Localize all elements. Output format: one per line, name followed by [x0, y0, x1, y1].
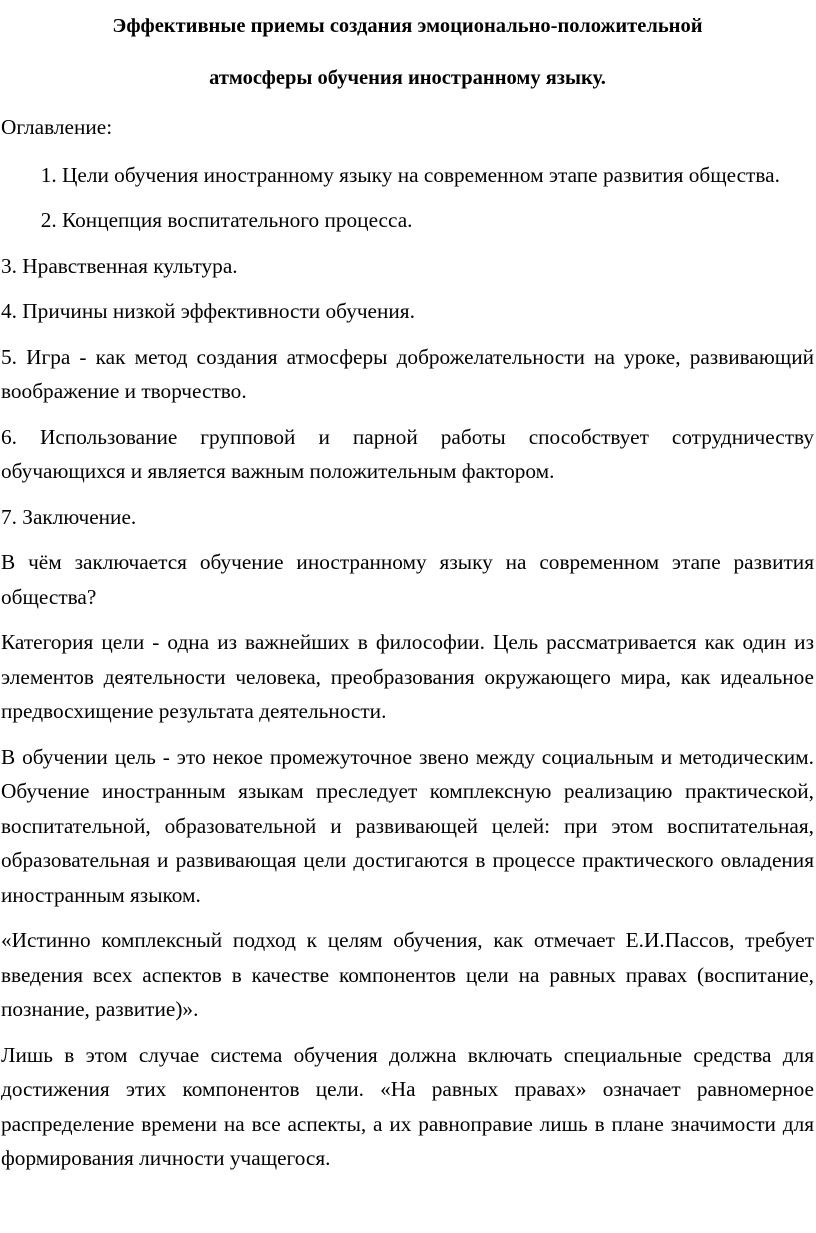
toc-item-2: 2. Концепция воспитательного процесса.: [62, 203, 814, 238]
title-line-2: атмосферы обучения иностранному языку.: [209, 67, 606, 89]
toc-item-5: 5. Игра - как метод создания атмосферы доброжелательности на уроке, развивающий воображение и творчество.: [1, 344, 814, 403]
toc-heading: Оглавление:: [1, 115, 113, 139]
toc-item-6: 6. Использование групповой и парной работы способствует сотрудничеству обучающихся и является важным положительным фактором.: [1, 424, 814, 483]
title-line-1: Эффективные приемы создания эмоционально-положительной: [112, 15, 703, 37]
toc-item-4: 4. Причины низкой эффективности обучения.: [1, 299, 415, 323]
toc-item-1: 1. Цели обучения иностранному языку на современном этапе развития общества.: [62, 158, 814, 193]
body-paragraph-3: «Истинно комплексный подход к целям обучения, как отмечает Е.И.Пассов, требует введения всех аспектов в качестве компонентов цели на равных правах (воспитание, познание, развитие)».: [1, 928, 814, 1021]
section-question: В чём заключается обучение иностранному языку на современном этапе развития общества?: [1, 550, 814, 609]
body-paragraph-1: Категория цели - одна из важнейших в философии. Цель рассматривается как один из элементов деятельности человека, преобразования окружающего мира, как идеальное предвосхищение результата деятельности.: [1, 630, 814, 723]
toc-item-7: 7. Заключение.: [1, 504, 137, 529]
body-paragraph-2: В обучении цель - это некое промежуточное звено между социальным и методическим. Обучение иностранным языкам преследует комплексную реализацию практической, воспитательной, образовательной и развивающей целей: при этом воспитательная, образовательная и развивающая цели достигаются в процессе практического овладения иностранным языком.: [1, 744, 814, 907]
document-title: [1, 0, 814, 104]
toc-numbered-list: [1, 158, 814, 238]
body-paragraph-4: Лишь в этом случае система обучения должна включать специальные средства для достижения этих компонентов цели. «На равных правах» означает равномерное распределение времени на все аспекты, а их равноправие лишь в плане значимости для формирования личности учащегося.: [1, 1042, 814, 1170]
toc-item-3: 3. Нравственная культура.: [1, 253, 238, 278]
